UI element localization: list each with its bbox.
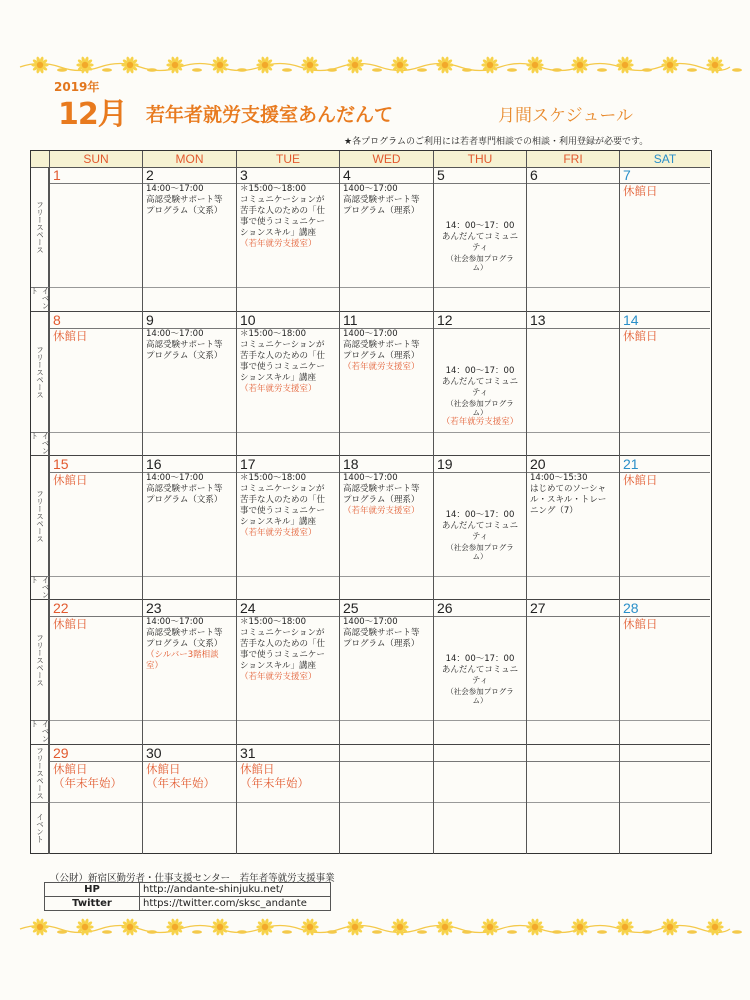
closed-day-label: 休館日 <box>623 184 658 198</box>
program-text: ＊15:00～18:00 コミュニケーションが 苦手な人のための「仕 事で使うコミュニケー ションスキル」講座 <box>240 184 326 238</box>
leaf-icon <box>192 930 202 934</box>
event-label-text: イベント <box>30 576 50 599</box>
event-row-label <box>31 432 49 456</box>
row-label-column <box>31 456 49 600</box>
event-row-divider <box>434 432 526 433</box>
community-program-venue: （若年就労支援室） <box>441 417 519 427</box>
day-cell[interactable] <box>339 167 433 312</box>
event-row-divider <box>143 802 236 803</box>
day-number: 20 <box>530 456 546 472</box>
event-row-divider <box>340 720 433 721</box>
day-number: 30 <box>146 745 162 761</box>
day-number: 11 <box>343 312 358 328</box>
row-label-column <box>31 167 49 312</box>
flower-icon <box>166 918 183 936</box>
monthly-calendar <box>30 150 712 854</box>
flower-icon <box>166 56 183 74</box>
leaf-icon <box>372 930 382 934</box>
flower-icon <box>76 918 93 936</box>
closed-day-label: 休館日 （年末年始） <box>53 762 122 790</box>
program-venue: （若年就労支援室） <box>343 506 420 516</box>
org-title: 若年者就労支援室あんだんて <box>146 104 394 126</box>
day-number: 8 <box>53 312 61 328</box>
day-number: 15 <box>53 456 69 472</box>
event-label-text: イベント <box>30 720 50 743</box>
leaf-icon <box>57 930 67 934</box>
flower-icon <box>121 918 138 936</box>
day-number: 17 <box>240 456 256 472</box>
day-number-divider <box>434 328 526 329</box>
registration-notice: ★各プログラムのご利用には若者専門相談での相談・利用登録が必要です。 <box>344 137 649 147</box>
flower-icon <box>256 56 273 74</box>
flower-icon <box>481 56 498 74</box>
community-program-text: 14：00～17：00 あんだんてコミュニ ティ <box>441 654 519 686</box>
closed-day-label: 休館日 <box>53 617 88 631</box>
flower-icon <box>391 918 408 936</box>
flower-icon <box>526 56 543 74</box>
day-cell[interactable] <box>339 600 433 745</box>
leaf-icon <box>192 68 202 72</box>
day-number-divider <box>527 183 619 184</box>
day-number: 27 <box>530 600 546 616</box>
day-cell[interactable] <box>236 456 339 600</box>
event-label-text: イベント <box>35 813 45 843</box>
day-number: 19 <box>437 456 453 472</box>
weekday-sat: SAT <box>619 151 710 167</box>
leaf-icon <box>57 68 67 72</box>
leaf-icon <box>642 68 652 72</box>
calendar-week <box>31 600 710 745</box>
event-row-divider <box>340 802 433 803</box>
day-cell[interactable] <box>49 456 142 600</box>
flower-icon <box>31 56 48 74</box>
event-label-text: イベント <box>30 287 50 310</box>
program-text: ＊15:00～18:00 コミュニケーションが 苦手な人のための「仕 事で使うコミュニケー ションスキル」講座 <box>240 473 326 527</box>
flower-icon <box>31 918 48 936</box>
event-row-divider <box>237 432 339 433</box>
program-text: 1400～17:00 高認受験サポート等 プログラム（理系） <box>343 617 420 649</box>
event-row-divider <box>143 287 236 288</box>
free-space-row-label <box>31 456 49 576</box>
day-cell[interactable] <box>433 456 526 600</box>
day-number: 1 <box>53 167 61 183</box>
program-venue: （若年就労支援室） <box>240 528 317 538</box>
event-row-divider <box>434 287 526 288</box>
day-cell[interactable] <box>236 312 339 456</box>
day-cell[interactable] <box>526 600 619 745</box>
day-number: 24 <box>240 600 256 616</box>
leaf-icon <box>417 930 427 934</box>
program-text: ＊15:00～18:00 コミュニケーションが 苦手な人のための「仕 事で使うコミュニケー ションスキル」講座 <box>240 617 326 671</box>
program-text: 14:00～17:00 高認受験サポート等 プログラム（文系） <box>146 329 223 361</box>
day-number-divider <box>50 183 142 184</box>
day-cell[interactable] <box>142 745 236 854</box>
free-space-label-text: フリースペース <box>35 747 45 800</box>
flower-icon <box>706 56 723 74</box>
calendar-week <box>31 312 710 456</box>
twitter-link[interactable]: https://twitter.com/sksc_andante <box>140 897 331 911</box>
community-program-text: 14：00～17：00 あんだんてコミュニ ティ <box>441 221 519 253</box>
flower-icon <box>436 918 453 936</box>
program-text: 1400～17:00 高認受験サポート等 プログラム（理系） <box>343 184 420 216</box>
flower-icon <box>76 56 93 74</box>
day-cell[interactable] <box>433 312 526 456</box>
flower-icon <box>481 918 498 936</box>
weekday-mon: MON <box>142 151 236 167</box>
community-program-text: 14：00～17：00 あんだんてコミュニ ティ <box>441 366 519 398</box>
event-row-divider <box>620 802 710 803</box>
flower-icon <box>211 918 228 936</box>
closed-day-label: 休館日 <box>623 329 658 343</box>
free-space-label-text: フリースペース <box>35 345 45 399</box>
weekday-thu: THU <box>433 151 526 167</box>
day-number: 3 <box>240 167 248 183</box>
day-cell[interactable] <box>49 312 142 456</box>
event-row-divider <box>340 432 433 433</box>
leaf-icon <box>102 68 112 72</box>
event-row-divider <box>527 802 619 803</box>
community-program-note: （社会参加プログラ ム） <box>446 254 514 272</box>
row-label-column <box>31 600 49 745</box>
flower-icon <box>661 918 678 936</box>
leaf-icon <box>552 930 562 934</box>
community-program-note: （社会参加プログラ ム） <box>446 543 514 561</box>
hp-label: HP <box>45 883 140 897</box>
event-row-label <box>31 287 49 312</box>
day-cell[interactable] <box>433 167 526 312</box>
day-number: 2 <box>146 167 154 183</box>
leaf-icon <box>732 930 742 934</box>
event-row-divider <box>527 432 619 433</box>
day-number-divider <box>434 761 526 762</box>
flower-icon <box>346 56 363 74</box>
closed-day-label: 休館日 <box>53 329 88 343</box>
free-space-label-text: フリースペース <box>35 200 45 254</box>
program-text: 14:00～17:00 高認受験サポート等 プログラム（文系） <box>146 184 223 216</box>
program-text: 14:00～17:00 高認受験サポート等 プログラム（文系） <box>146 617 223 649</box>
calendar-week <box>31 745 710 854</box>
leaf-icon <box>687 930 697 934</box>
day-number: 5 <box>437 167 445 183</box>
footer-organization: （公財）新宿区勤労者・仕事支援センター 若年者等就労支援事業 <box>50 873 335 884</box>
day-number: 12 <box>437 312 453 328</box>
day-cell[interactable] <box>339 456 433 600</box>
free-space-row-label <box>31 745 49 802</box>
community-program-note: （社会参加プログラ ム） <box>446 687 514 705</box>
free-space-row-label <box>31 167 49 287</box>
day-number: 29 <box>53 745 69 761</box>
closed-day-label: 休館日 （年末年始） <box>146 762 215 790</box>
day-cell[interactable] <box>339 745 433 854</box>
community-program-note: （社会参加プログラ ム） <box>446 399 514 417</box>
flower-border-bottom <box>0 912 750 942</box>
flower-border-top <box>0 50 750 80</box>
event-row-divider <box>237 287 339 288</box>
flower-icon <box>571 918 588 936</box>
day-cell[interactable] <box>142 456 236 600</box>
leaf-icon <box>147 930 157 934</box>
calendar-week <box>31 167 710 312</box>
flower-icon <box>616 56 633 74</box>
flower-icon <box>391 56 408 74</box>
day-number: 25 <box>343 600 359 616</box>
day-cell[interactable] <box>49 745 142 854</box>
leaf-icon <box>327 930 337 934</box>
contact-links-table <box>44 882 331 911</box>
free-space-label-text: フリースペース <box>35 489 45 543</box>
day-number: 4 <box>343 167 351 183</box>
closed-day-label: 休館日 <box>53 473 88 487</box>
program-venue: （若年就労支援室） <box>240 384 317 394</box>
hp-link[interactable]: http://andante-shinjuku.net/ <box>140 883 331 897</box>
program-venue: （若年就労支援室） <box>240 672 317 682</box>
day-cell[interactable] <box>619 456 710 600</box>
leaf-icon <box>282 930 292 934</box>
day-cell[interactable] <box>339 312 433 456</box>
event-row-divider <box>143 576 236 577</box>
day-cell[interactable] <box>619 312 710 456</box>
day-number-divider <box>434 472 526 473</box>
day-number-divider <box>527 616 619 617</box>
day-number: 21 <box>623 456 639 472</box>
day-number-divider <box>620 761 710 762</box>
weekday-sun: SUN <box>49 151 142 167</box>
leaf-icon <box>732 68 742 72</box>
weekday-wed: WED <box>339 151 433 167</box>
day-number: 23 <box>146 600 162 616</box>
day-cell[interactable] <box>142 312 236 456</box>
event-row-divider <box>50 287 142 288</box>
flower-icon <box>211 56 228 74</box>
event-row-divider <box>50 576 142 577</box>
weekday-fri: FRI <box>526 151 619 167</box>
free-space-row-label <box>31 312 49 432</box>
program-text: 1400～17:00 高認受験サポート等 プログラム（理系） <box>343 329 420 361</box>
day-number-divider <box>340 761 433 762</box>
day-cell[interactable] <box>236 167 339 312</box>
day-cell[interactable] <box>526 167 619 312</box>
leaf-icon <box>102 930 112 934</box>
flower-icon <box>616 918 633 936</box>
event-row-divider <box>527 720 619 721</box>
leaf-icon <box>237 68 247 72</box>
community-program-text: 14：00～17：00 あんだんてコミュニ ティ <box>441 510 519 542</box>
day-number-divider <box>434 183 526 184</box>
flower-icon <box>661 56 678 74</box>
closed-day-label: 休館日 （年末年始） <box>240 762 309 790</box>
event-row-label <box>31 802 49 854</box>
flower-icon <box>301 56 318 74</box>
leaf-icon <box>417 68 427 72</box>
flower-icon <box>706 918 723 936</box>
year-label: 2019年 <box>54 80 100 94</box>
flower-icon <box>346 918 363 936</box>
day-number: 18 <box>343 456 359 472</box>
day-cell[interactable] <box>142 167 236 312</box>
day-cell[interactable] <box>526 312 619 456</box>
event-row-divider <box>143 432 236 433</box>
program-venue: （シルバー3階相談 室） <box>146 650 219 671</box>
event-row-divider <box>340 287 433 288</box>
program-text: 14:00～17:00 高認受験サポート等 プログラム（文系） <box>146 473 223 505</box>
leaf-icon <box>147 68 157 72</box>
day-number: 28 <box>623 600 639 616</box>
day-number-divider <box>527 328 619 329</box>
day-number-divider <box>527 761 619 762</box>
leaf-icon <box>552 68 562 72</box>
day-cell[interactable] <box>433 600 526 745</box>
event-row-divider <box>143 720 236 721</box>
event-row-divider <box>50 432 142 433</box>
event-row-divider <box>340 576 433 577</box>
flower-icon <box>436 56 453 74</box>
event-row-divider <box>527 576 619 577</box>
flower-icon <box>571 56 588 74</box>
program-venue: （若年就労支援室） <box>343 362 420 372</box>
day-number: 10 <box>240 312 256 328</box>
leaf-icon <box>237 930 247 934</box>
day-cell[interactable] <box>526 745 619 854</box>
leaf-icon <box>597 68 607 72</box>
day-number: 31 <box>240 745 256 761</box>
flower-icon <box>121 56 138 74</box>
leaf-icon <box>642 930 652 934</box>
leaf-icon <box>327 68 337 72</box>
day-cell[interactable] <box>619 167 710 312</box>
program-text: 1400～17:00 高認受験サポート等 プログラム（理系） <box>343 473 420 505</box>
weekday-header-row <box>31 151 710 168</box>
event-row-divider <box>620 576 710 577</box>
day-cell[interactable] <box>49 600 142 745</box>
day-number: 13 <box>530 312 546 328</box>
day-number: 16 <box>146 456 162 472</box>
day-cell[interactable] <box>49 167 142 312</box>
day-cell[interactable] <box>236 745 339 854</box>
day-cell[interactable] <box>619 745 710 854</box>
day-cell[interactable] <box>142 600 236 745</box>
event-row-divider <box>527 287 619 288</box>
event-row-divider <box>237 576 339 577</box>
event-row-divider <box>50 802 142 803</box>
program-text: ＊15:00～18:00 コミュニケーションが 苦手な人のための「仕 事で使うコミュニケー ションスキル」講座 <box>240 329 326 383</box>
free-space-label-text: フリースペース <box>35 633 45 687</box>
month-label: 12月 <box>58 97 127 132</box>
row-label-column <box>31 312 49 456</box>
row-label-column <box>31 745 49 854</box>
leaf-icon <box>462 930 472 934</box>
day-number: 7 <box>623 167 631 183</box>
calendar-week <box>31 456 710 600</box>
weekday-tue: TUE <box>236 151 339 167</box>
event-row-divider <box>237 802 339 803</box>
day-number: 14 <box>623 312 639 328</box>
day-number: 6 <box>530 167 538 183</box>
day-cell[interactable] <box>619 600 710 745</box>
event-row-divider <box>237 720 339 721</box>
leaf-icon <box>462 68 472 72</box>
event-row-divider <box>434 576 526 577</box>
day-number: 9 <box>146 312 154 328</box>
closed-day-label: 休館日 <box>623 617 658 631</box>
leaf-icon <box>372 68 382 72</box>
event-label-text: イベント <box>30 432 50 455</box>
event-row-divider <box>434 802 526 803</box>
flower-icon <box>256 918 273 936</box>
day-cell[interactable] <box>526 456 619 600</box>
leaf-icon <box>507 930 517 934</box>
leaf-icon <box>507 68 517 72</box>
event-row-divider <box>620 287 710 288</box>
twitter-label: Twitter <box>45 897 140 911</box>
header-corner <box>31 151 49 167</box>
day-cell[interactable] <box>236 600 339 745</box>
event-row-label <box>31 720 49 745</box>
event-row-divider <box>620 432 710 433</box>
schedule-title: 月間スケジュール <box>498 106 633 126</box>
closed-day-label: 休館日 <box>623 473 658 487</box>
leaf-icon <box>597 930 607 934</box>
day-number: 22 <box>53 600 69 616</box>
day-number: 26 <box>437 600 453 616</box>
leaf-icon <box>687 68 697 72</box>
event-row-divider <box>434 720 526 721</box>
flower-icon <box>526 918 543 936</box>
day-cell[interactable] <box>433 745 526 854</box>
flower-icon <box>301 918 318 936</box>
event-row-label <box>31 576 49 600</box>
program-venue: （若年就労支援室） <box>240 239 317 249</box>
program-text: 14:00～15:30 はじめてのソーシャ ル・スキル・トレー ニング（7） <box>530 473 607 516</box>
leaf-icon <box>282 68 292 72</box>
free-space-row-label <box>31 600 49 720</box>
event-row-divider <box>50 720 142 721</box>
day-number-divider <box>434 616 526 617</box>
event-row-divider <box>620 720 710 721</box>
